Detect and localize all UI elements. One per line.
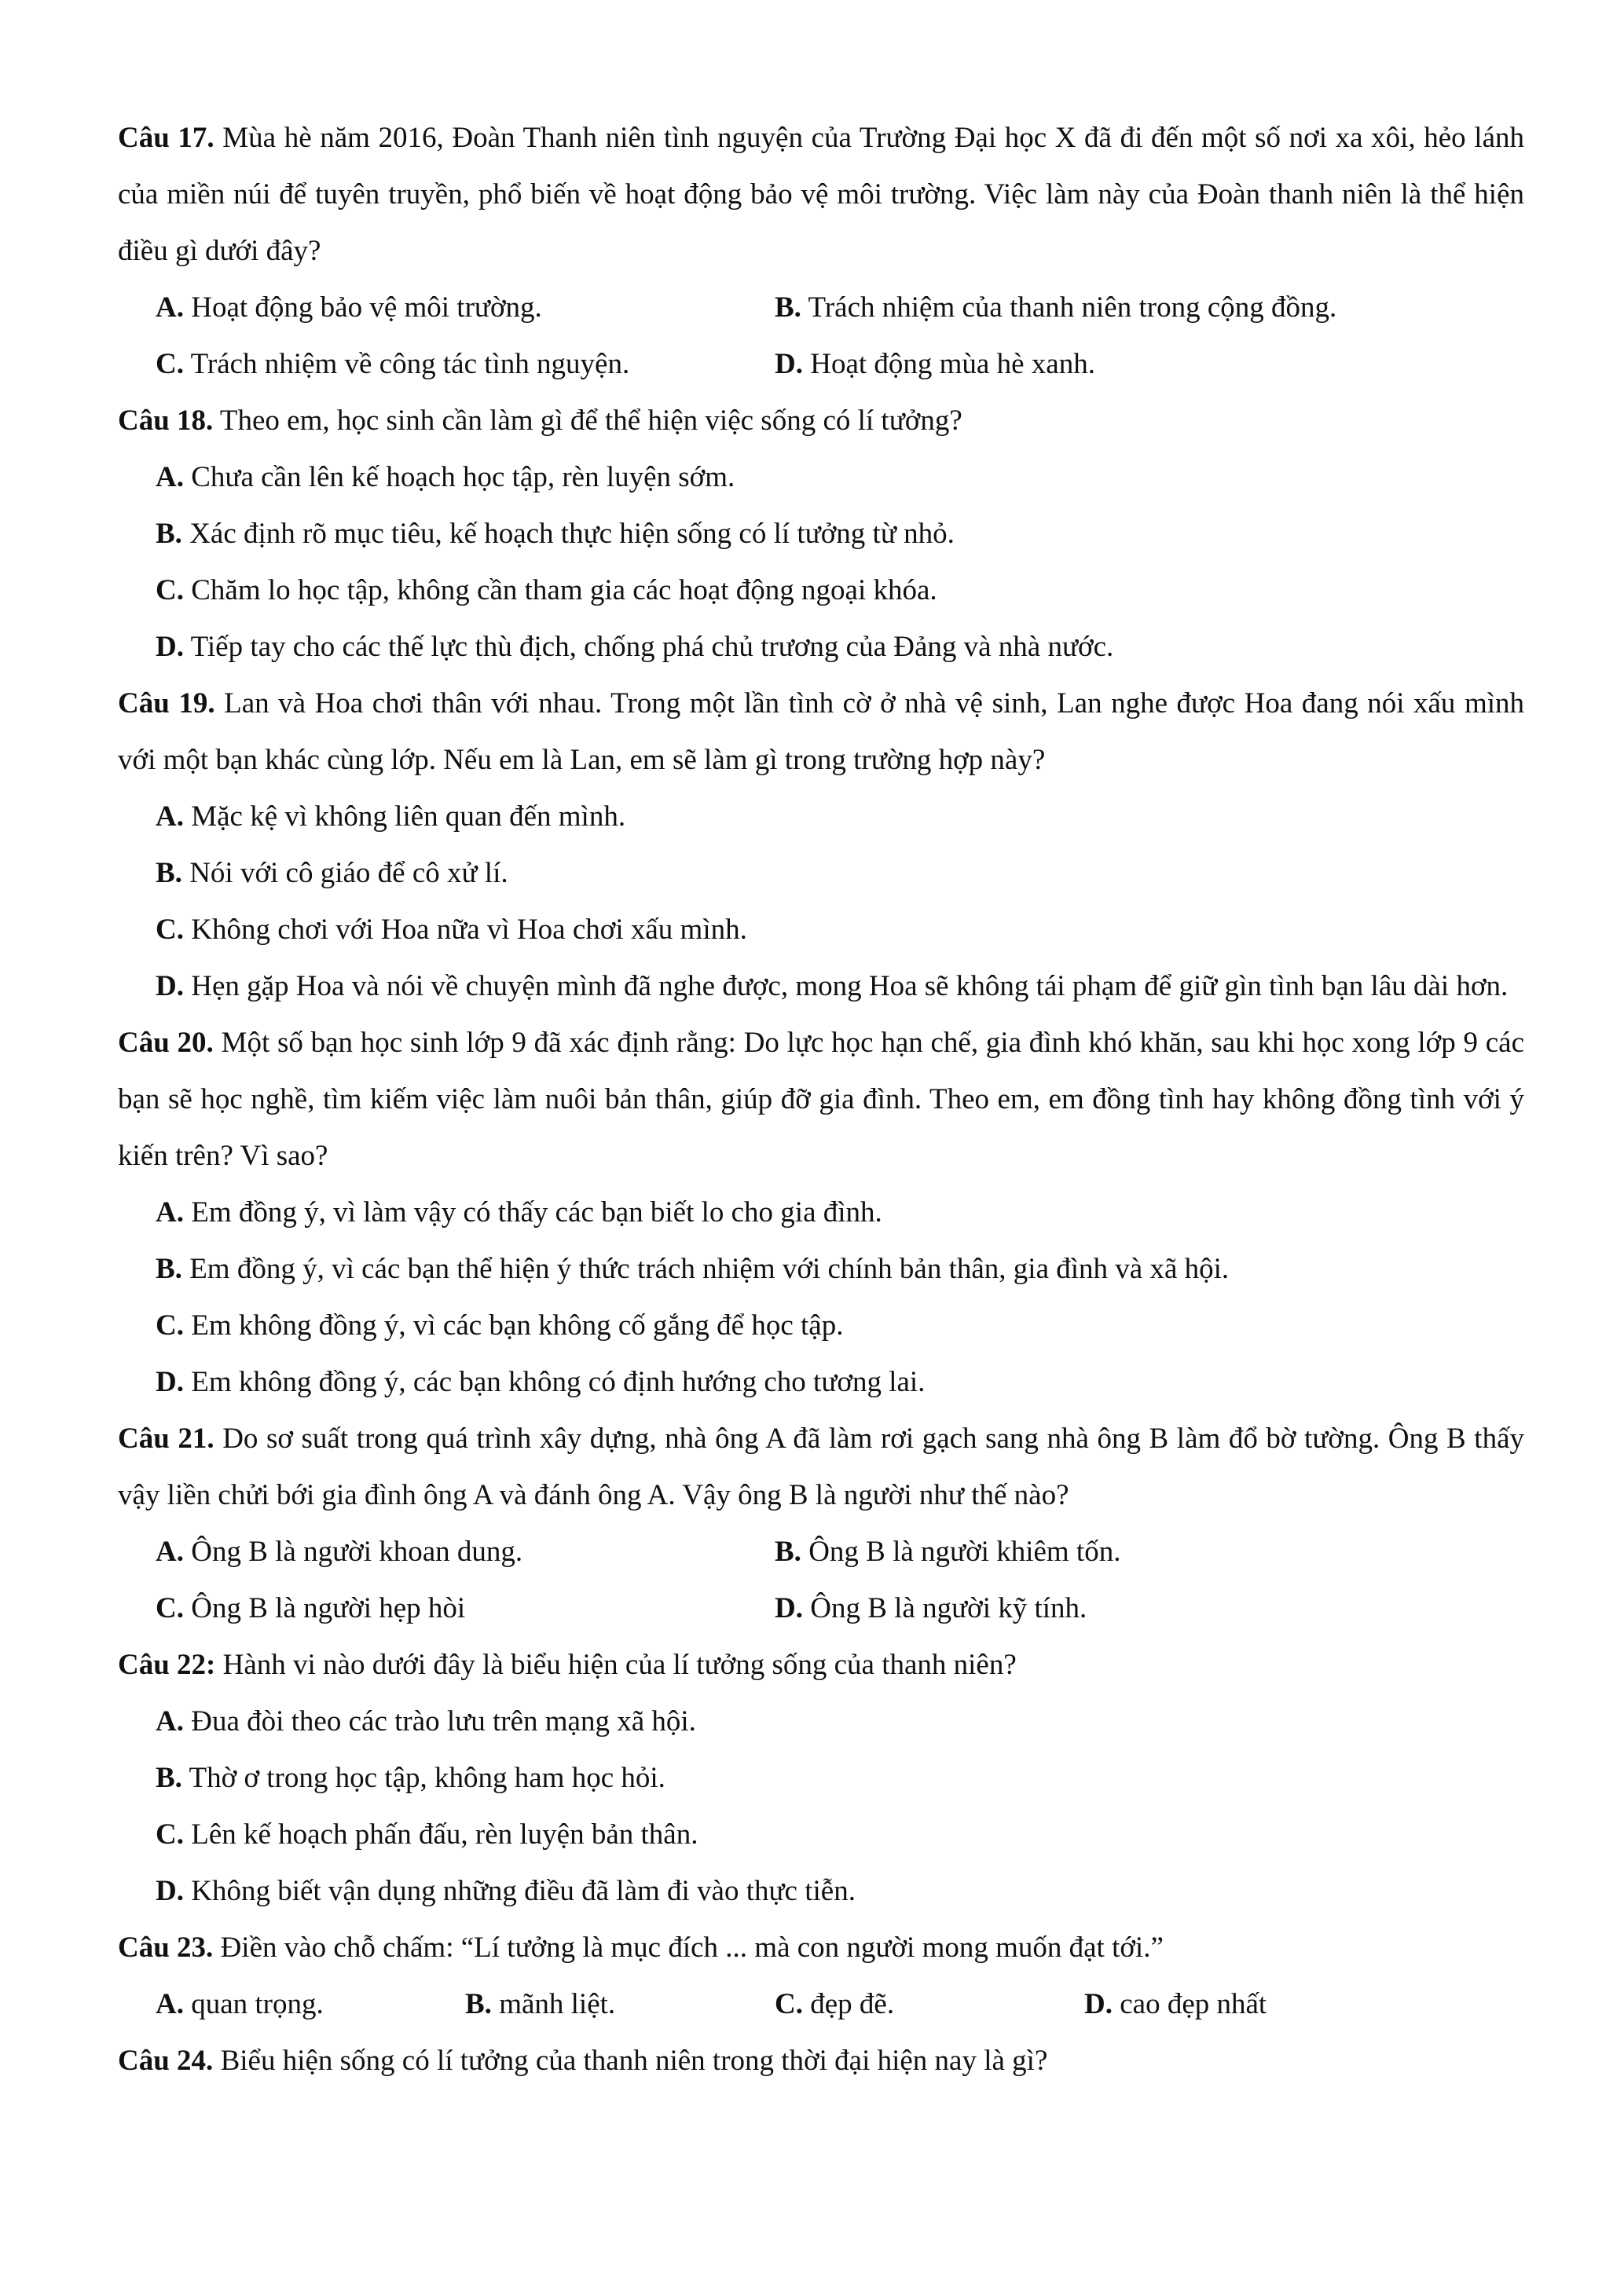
question-number: Câu 17. bbox=[118, 122, 214, 154]
option-text: Tiếp tay cho các thế lực thù địch, chống phá chủ trương của Đảng và nhà nước. bbox=[190, 631, 1114, 663]
option-letter: A. bbox=[156, 1705, 184, 1738]
question-stem bbox=[118, 1015, 1524, 1185]
option-letter: A. bbox=[156, 291, 184, 324]
question-text: Do sơ suất trong quá trình xây dựng, nhà ông A đã làm rơi gạch sang nhà ông B làm đổ bờ tường. Ông B thấy vậy liền chửi bới gia đình ông A và đánh ông A. Vậy ông B là người như thế nào? bbox=[118, 1423, 1524, 1511]
option-b bbox=[775, 280, 1394, 336]
question-stem bbox=[118, 110, 1524, 280]
option-row bbox=[156, 1976, 1524, 2033]
option-letter: B. bbox=[775, 1536, 801, 1568]
question-number: Câu 19. bbox=[118, 687, 215, 720]
option-d bbox=[156, 619, 1524, 676]
option-a bbox=[156, 1694, 1524, 1750]
question-21 bbox=[118, 1411, 1524, 1637]
option-d bbox=[775, 336, 1394, 393]
question-19 bbox=[118, 676, 1524, 1015]
option-letter: C. bbox=[156, 574, 184, 606]
option-d bbox=[775, 1580, 1394, 1637]
option-text: Chưa cần lên kế hoạch học tập, rèn luyện sớm. bbox=[191, 461, 735, 493]
option-text: Trách nhiệm về công tác tình nguyện. bbox=[190, 348, 630, 380]
question-text: Một số bạn học sinh lớp 9 đã xác định rằng: Do lực học hạn chế, gia đình khó khăn, sau khi học xong lớp 9 các bạn sẽ học nghề, tìm kiếm việc làm nuôi bản thân, giúp đỡ gia đình. Theo em, em đồng tình hay không đồng tình với ý kiến trên? Vì sao? bbox=[118, 1027, 1524, 1172]
question-stem bbox=[118, 1637, 1524, 1694]
option-letter: C. bbox=[156, 1818, 184, 1851]
option-row bbox=[156, 1524, 1524, 1580]
question-18 bbox=[118, 393, 1524, 676]
option-letter: B. bbox=[465, 1988, 492, 2020]
option-c bbox=[775, 1976, 1084, 2033]
option-text: Em đồng ý, vì làm vậy có thấy các bạn biết lo cho gia đình. bbox=[191, 1196, 882, 1229]
question-number: Câu 24. bbox=[118, 2045, 214, 2077]
option-b bbox=[156, 845, 1524, 902]
option-text: Em không đồng ý, vì các bạn không cố gắng để học tập. bbox=[191, 1309, 844, 1342]
question-number: Câu 20. bbox=[118, 1027, 214, 1059]
option-c bbox=[156, 1298, 1524, 1354]
option-text: đẹp đẽ. bbox=[810, 1988, 895, 2020]
question-text: Theo em, học sinh cần làm gì để thể hiện việc sống có lí tưởng? bbox=[219, 405, 962, 437]
question-17 bbox=[118, 110, 1524, 393]
option-text: Lên kế hoạch phấn đấu, rèn luyện bản thân. bbox=[191, 1818, 698, 1851]
option-row bbox=[156, 336, 1524, 393]
option-a bbox=[156, 789, 1524, 845]
option-b bbox=[156, 1241, 1524, 1298]
option-c bbox=[156, 1807, 1524, 1863]
option-c bbox=[156, 902, 1524, 958]
question-number: Câu 21. bbox=[118, 1423, 214, 1455]
option-c bbox=[156, 562, 1524, 619]
option-letter: C. bbox=[156, 348, 184, 380]
question-text: Biểu hiện sống có lí tưởng của thanh niên trong thời đại hiện nay là gì? bbox=[220, 2045, 1048, 2077]
option-a bbox=[156, 1524, 775, 1580]
option-c bbox=[156, 1580, 775, 1637]
option-letter: B. bbox=[156, 1253, 182, 1285]
option-text: Em đồng ý, vì các bạn thể hiện ý thức trách nhiệm với chính bản thân, gia đình và xã hội. bbox=[189, 1253, 1230, 1285]
option-b bbox=[156, 506, 1524, 562]
question-text: Lan và Hoa chơi thân với nhau. Trong một lần tình cờ ở nhà vệ sinh, Lan nghe được Hoa đang nói xấu mình với một bạn khác cùng lớp. Nếu em là Lan, em sẽ làm gì trong trường hợp này? bbox=[118, 687, 1525, 776]
option-a bbox=[156, 1976, 465, 2033]
option-b bbox=[156, 1750, 1524, 1807]
option-letter: D. bbox=[775, 348, 803, 380]
option-letter: A. bbox=[156, 1536, 184, 1568]
option-a bbox=[156, 449, 1524, 506]
question-number: Câu 18. bbox=[118, 405, 214, 437]
option-letter: B. bbox=[156, 857, 182, 889]
option-letter: D. bbox=[156, 970, 184, 1002]
option-letter: D. bbox=[775, 1592, 803, 1624]
document-page bbox=[118, 110, 1524, 2089]
option-text: Không biết vận dụng những điều đã làm đi vào thực tiễn. bbox=[191, 1875, 856, 1907]
option-text: Ông B là người khiêm tốn. bbox=[808, 1536, 1121, 1568]
option-d bbox=[156, 1354, 1524, 1411]
question-stem bbox=[118, 2033, 1524, 2089]
question-24 bbox=[118, 2033, 1524, 2089]
option-letter: A. bbox=[156, 461, 184, 493]
option-letter: D. bbox=[156, 631, 184, 663]
option-text: Mặc kệ vì không liên quan đến mình. bbox=[191, 800, 626, 833]
question-text: Hành vi nào dưới đây là biểu hiện của lí tưởng sống của thanh niên? bbox=[222, 1649, 1017, 1681]
question-number: Câu 23. bbox=[118, 1932, 214, 1964]
option-letter: C. bbox=[156, 914, 184, 946]
option-text: Nói với cô giáo để cô xử lí. bbox=[189, 857, 508, 889]
option-a bbox=[156, 280, 775, 336]
option-text: Thờ ơ trong học tập, không ham học hỏi. bbox=[189, 1762, 665, 1794]
question-stem bbox=[118, 1920, 1524, 1976]
option-letter: B. bbox=[156, 518, 182, 550]
question-number: Câu 22: bbox=[118, 1649, 216, 1681]
question-text: Điền vào chỗ chấm: “Lí tưởng là mục đích ... mà con người mong muốn đạt tới.” bbox=[220, 1932, 1164, 1964]
option-text: Không chơi với Hoa nữa vì Hoa chơi xấu mình. bbox=[191, 914, 747, 946]
option-b bbox=[775, 1524, 1394, 1580]
option-row bbox=[156, 280, 1524, 336]
question-text: Mùa hè năm 2016, Đoàn Thanh niên tình nguyện của Trường Đại học X đã đi đến một số nơi xa xôi, hẻo lánh của miền núi để tuyên truyền, phổ biến về hoạt động bảo vệ môi trường. Việc làm này của Đoàn thanh niên là thể hiện điều gì dưới đây? bbox=[118, 122, 1524, 267]
option-text: Hoạt động bảo vệ môi trường. bbox=[191, 291, 542, 324]
option-row bbox=[156, 1580, 1524, 1637]
option-text: Ông B là người hẹp hòi bbox=[191, 1592, 466, 1624]
option-b bbox=[465, 1976, 775, 2033]
option-text: Ông B là người khoan dung. bbox=[191, 1536, 523, 1568]
option-text: cao đẹp nhất bbox=[1120, 1988, 1267, 2020]
option-d bbox=[156, 958, 1524, 1015]
option-letter: C. bbox=[156, 1592, 184, 1624]
option-text: Hoạt động mùa hè xanh. bbox=[810, 348, 1095, 380]
option-letter: A. bbox=[156, 1196, 184, 1229]
question-stem bbox=[118, 676, 1524, 789]
option-letter: D. bbox=[156, 1875, 184, 1907]
option-letter: B. bbox=[156, 1762, 182, 1794]
option-d bbox=[156, 1863, 1524, 1920]
question-stem bbox=[118, 1411, 1524, 1524]
option-letter: A. bbox=[156, 1988, 184, 2020]
question-22 bbox=[118, 1637, 1524, 1920]
option-letter: D. bbox=[156, 1366, 184, 1398]
option-letter: B. bbox=[775, 291, 801, 324]
question-stem bbox=[118, 393, 1524, 449]
option-text: Xác định rõ mục tiêu, kế hoạch thực hiện sống có lí tưởng từ nhỏ. bbox=[189, 518, 955, 550]
option-text: mãnh liệt. bbox=[499, 1988, 616, 2020]
option-text: Chăm lo học tập, không cần tham gia các hoạt động ngoại khóa. bbox=[191, 574, 937, 606]
option-text: quan trọng. bbox=[191, 1988, 324, 2020]
option-a bbox=[156, 1185, 1524, 1241]
question-20 bbox=[118, 1015, 1524, 1411]
option-text: Ông B là người kỹ tính. bbox=[810, 1592, 1087, 1624]
option-text: Hẹn gặp Hoa và nói về chuyện mình đã nghe được, mong Hoa sẽ không tái phạm để giữ gìn tình bạn lâu dài hơn. bbox=[191, 970, 1509, 1002]
question-23 bbox=[118, 1920, 1524, 2033]
option-c bbox=[156, 336, 775, 393]
option-d bbox=[1084, 1976, 1394, 2033]
option-text: Đua đòi theo các trào lưu trên mạng xã hội. bbox=[191, 1705, 696, 1738]
option-letter: C. bbox=[775, 1988, 803, 2020]
option-letter: D. bbox=[1084, 1988, 1113, 2020]
option-text: Trách nhiệm của thanh niên trong cộng đồng. bbox=[808, 291, 1337, 324]
option-letter: A. bbox=[156, 800, 184, 833]
option-text: Em không đồng ý, các bạn không có định hướng cho tương lai. bbox=[191, 1366, 926, 1398]
option-letter: C. bbox=[156, 1309, 184, 1342]
